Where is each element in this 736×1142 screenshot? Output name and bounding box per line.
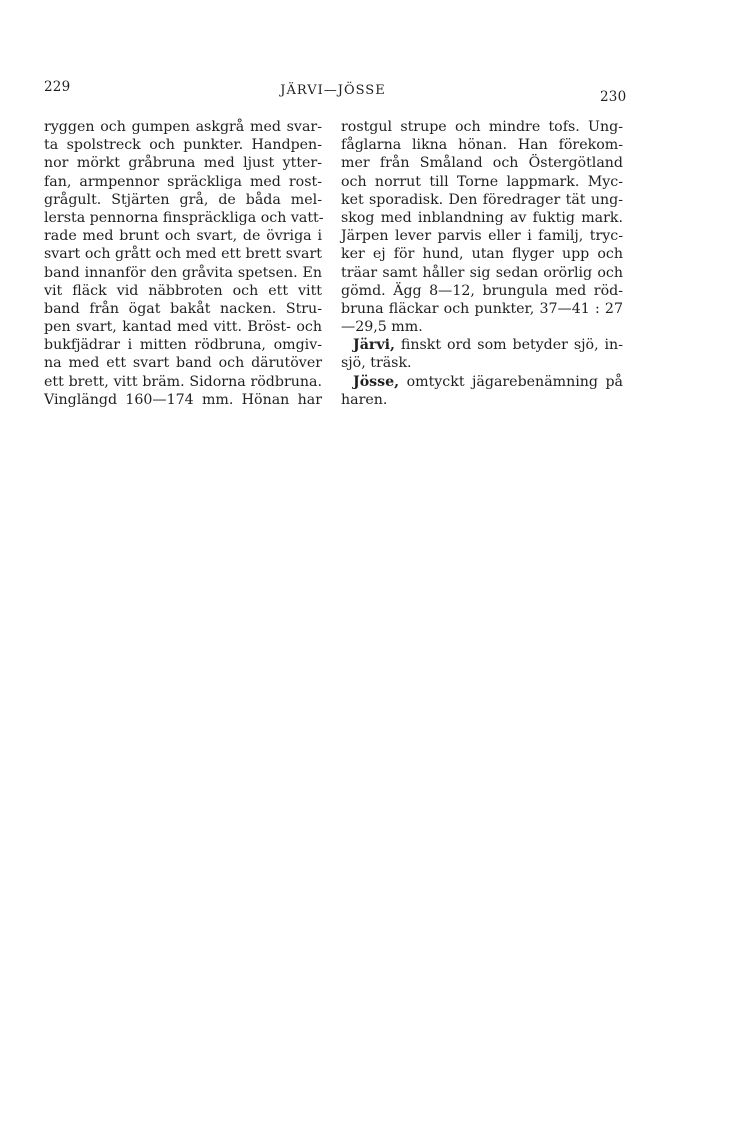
text-line: gömd. Ägg 8—12, brungula med röd- xyxy=(341,282,623,299)
text-line: band från ögat bakåt nacken. Stru- xyxy=(44,300,322,317)
left-column xyxy=(44,118,322,409)
text-line: bukfjädrar i mitten rödbruna, omgiv- xyxy=(44,337,322,354)
text-line: bruna fläckar och punkter, 37—41 : 27 xyxy=(341,300,623,317)
page-number-right: 230 xyxy=(600,89,627,105)
text-line: fan, armpennor spräckliga med rost- xyxy=(44,173,322,190)
text-line: —29,5 mm. xyxy=(341,319,423,336)
right-column xyxy=(341,118,623,409)
entry-jarvi-text: finskt ord som betyder sjö, in- xyxy=(400,337,623,354)
text-line: ryggen och gumpen askgrå med svar- xyxy=(44,119,322,135)
text-line: fåglarna likna hönan. Han förekom- xyxy=(341,137,623,154)
text-line: svart och grått och med ett brett svart xyxy=(44,246,322,263)
headword-jarvi: Järvi, xyxy=(353,337,395,354)
text-line: ta spolstreck och punkter. Handpen- xyxy=(44,137,322,154)
text-line: rade med brunt och svart, de övriga i xyxy=(44,228,322,245)
page-number-left: 229 xyxy=(44,79,71,95)
text-line: Vinglängd 160—174 mm. Hönan har xyxy=(44,391,322,408)
entry-josse xyxy=(341,373,623,391)
entry-josse-continuation: haren. xyxy=(341,391,388,408)
text-line: ett brett, vitt bräm. Sidorna rödbruna. xyxy=(44,373,322,390)
headword-josse: Jösse, xyxy=(353,373,400,390)
text-line: träar samt håller sig sedan orörlig och xyxy=(341,264,623,281)
entry-jarvi-continuation: sjö, träsk. xyxy=(341,355,412,372)
text-line: och norrut till Torne lappmark. Myc- xyxy=(341,173,623,190)
running-head: JÄRVI—JÖSSE xyxy=(280,83,386,98)
text-line: ker ej för hund, utan flyger upp och xyxy=(341,246,623,263)
text-line: nor mörkt gråbruna med ljust ytter- xyxy=(44,155,322,172)
text-line: rostgul strupe och mindre tofs. Ung- xyxy=(341,119,623,135)
text-line: band innanför den gråvita spetsen. En xyxy=(44,264,322,281)
entry-jarvi xyxy=(341,336,623,354)
text-line: pen svart, kantad med vitt. Bröst- och xyxy=(44,319,322,336)
entry-josse-text: omtyckt jägarebenämning på xyxy=(406,373,624,390)
text-line: na med ett svart band och därutöver xyxy=(44,355,322,372)
text-line: skog med inblandning av fuktig mark. xyxy=(341,209,623,226)
text-line: vit fläck vid näbbroten och ett vitt xyxy=(44,282,322,299)
text-line: grågult. Stjärten grå, de båda mel- xyxy=(44,191,322,208)
text-line: lersta pennorna finspräckliga och vatt- xyxy=(44,209,324,226)
text-line: ket sporadisk. Den föredrager tät ung- xyxy=(341,191,623,208)
text-line: Järpen lever parvis eller i familj, tryc- xyxy=(341,228,623,245)
text-line: mer från Småland och Östergötland xyxy=(341,155,623,172)
